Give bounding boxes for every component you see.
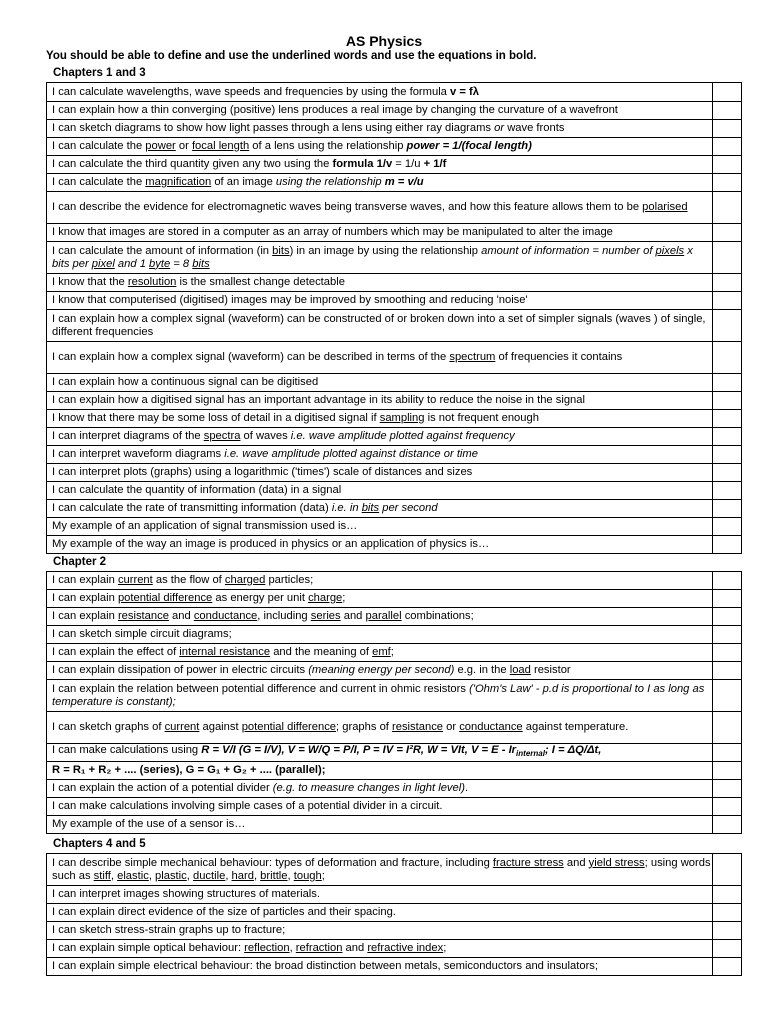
checklist-row [47, 572, 742, 590]
statement-text: , including [257, 610, 311, 622]
checklist-statement [47, 572, 713, 590]
checklist-row [47, 192, 742, 224]
statement-text: ('Ohm's Law' - p.d is proportional to I as long as temperature is constant); [52, 682, 705, 708]
statement-text: I know that there may be some loss of detail in a digitised signal if [52, 412, 380, 424]
statement-text: I can explain simple electrical behaviour: the broad distinction between metals, semiconductors and insulators; [52, 960, 598, 972]
checklist-row [47, 464, 742, 482]
tick-box[interactable] [713, 192, 742, 224]
checklist-statement [47, 940, 713, 958]
checklist-row [47, 342, 742, 374]
checklist-statement [47, 958, 713, 976]
tick-box[interactable] [713, 310, 742, 342]
statement-text: , [289, 942, 296, 954]
checklist-row [47, 626, 742, 644]
statement-text: potential difference [117, 592, 213, 604]
statement-text: focal length [191, 140, 250, 152]
statement-text: I can explain the effect of [52, 646, 180, 658]
checklist-statement [47, 500, 713, 518]
statement-text: = 8 [170, 257, 193, 270]
checklist-row [47, 762, 742, 780]
checklist-row [47, 854, 742, 886]
tick-box[interactable] [713, 608, 742, 626]
checklist-table-chapters-1-3 [46, 82, 742, 554]
tick-box[interactable] [713, 342, 742, 374]
checklist-statement [47, 626, 713, 644]
checklist-statement [47, 224, 713, 242]
statement-text: , [225, 869, 232, 882]
statement-text: load [509, 664, 531, 676]
statement-text: m = v/u [384, 176, 424, 188]
statement-text: charged [224, 574, 266, 586]
tick-box[interactable] [713, 572, 742, 590]
statement-text: (e.g. to measure changes in light level) [272, 782, 465, 794]
tick-box[interactable] [713, 662, 742, 680]
statement-text: = 1/u [392, 158, 424, 170]
statement-text: ) in an image by using the relationship [289, 244, 482, 257]
statement-text: of frequencies it contains [495, 351, 623, 363]
statement-text: current [117, 574, 153, 586]
statement-text: I can make calculations using [52, 744, 202, 757]
checklist-statement [47, 342, 713, 374]
statement-text: , [148, 869, 156, 882]
statement-text: I can sketch simple circuit diagrams; [52, 628, 232, 640]
statement-text: I can describe the evidence for electromagnetic waves being transverse waves, and how this feature allows them to be [52, 201, 643, 213]
statement-text: I can sketch diagrams to show how light passes through a lens using either ray diagrams [52, 122, 495, 134]
checklist-statement [47, 310, 713, 342]
statement-text: I can make calculations involving simple cases of a potential divider in a circuit. [52, 800, 443, 812]
checklist-row [47, 156, 742, 174]
chapter-heading-4-5: Chapters 4 and 5 [53, 838, 146, 850]
tick-box[interactable] [713, 292, 742, 310]
statement-text: ; graphs of [336, 721, 393, 733]
statement-text: and 1 [114, 257, 150, 270]
statement-text: is the smallest change detectable [176, 276, 345, 288]
statement-text: I can calculate the [52, 140, 146, 152]
checklist-statement [47, 374, 713, 392]
statement-text: I can explain simple optical behaviour: [52, 942, 245, 954]
statement-text: current [164, 721, 200, 733]
tick-box[interactable] [713, 242, 742, 274]
checklist-statement [47, 590, 713, 608]
statement-text: I can explain how a complex signal (waveform) can be described in terms of the [52, 351, 450, 363]
tick-box[interactable] [713, 904, 742, 922]
statement-text: e.g. in the [454, 664, 510, 676]
checklist-row [47, 292, 742, 310]
tick-box[interactable] [713, 500, 742, 518]
checklist-statement [47, 274, 713, 292]
statement-text: I can explain how a complex signal (waveform) can be constructed of or broken down into a set of simpler signals (waves ) of single, different frequencies [52, 312, 706, 338]
statement-text: per second [379, 502, 438, 514]
checklist-table-chapter-2 [46, 571, 742, 834]
checklist-row [47, 518, 742, 536]
chapter-heading-1-3: Chapters 1 and 3 [53, 67, 146, 79]
statement-text: elastic [117, 869, 149, 882]
checklist-statement [47, 518, 713, 536]
statement-text: hard [231, 869, 254, 882]
checklist-statement [47, 886, 713, 904]
statement-text: against temperature. [522, 721, 629, 733]
checklist-row [47, 500, 742, 518]
statement-text: wave fronts [504, 122, 565, 134]
page-subtitle: You should be able to define and use the underlined words and use the equations in bold. [46, 50, 537, 62]
checklist-statement [47, 156, 713, 174]
tick-box[interactable] [713, 274, 742, 292]
statement-text: formula 1/v [332, 158, 393, 170]
statement-text: resolution [127, 276, 177, 288]
statement-text: as energy per unit [212, 592, 309, 604]
tick-box[interactable] [713, 780, 742, 798]
statement-text: particles; [265, 574, 314, 586]
statement-text: bits [272, 244, 290, 257]
checklist-statement [47, 292, 713, 310]
checklist-row [47, 224, 742, 242]
statement-text: I can calculate the amount of information (in [52, 244, 273, 257]
checklist-row [47, 940, 742, 958]
checklist-statement [47, 644, 713, 662]
tick-box[interactable] [713, 446, 742, 464]
checklist-statement [47, 428, 713, 446]
statement-text: reflection [244, 942, 290, 954]
statement-text: yield stress [588, 856, 645, 869]
checklist-row [47, 374, 742, 392]
checklist-statement [47, 536, 713, 554]
statement-text: refraction [295, 942, 343, 954]
checklist-statement [47, 192, 713, 224]
statement-text: resistance [392, 721, 444, 733]
statement-text: using the relationship [275, 176, 385, 188]
checklist-statement [47, 762, 713, 780]
statement-text: bits [361, 502, 380, 514]
statement-text: or [443, 721, 460, 733]
checklist-statement [47, 464, 713, 482]
chapter-heading-2: Chapter 2 [53, 556, 107, 568]
statement-text: or [494, 122, 505, 134]
checklist-row [47, 446, 742, 464]
statement-text: i.e. wave amplitude plotted against frequency [290, 430, 515, 442]
checklist-row [47, 712, 742, 744]
statement-text: and [342, 942, 368, 954]
statement-text: I can interpret diagrams of the [52, 430, 204, 442]
tick-box[interactable] [713, 428, 742, 446]
page-title: AS Physics [345, 33, 423, 49]
statement-text: i.e. wave amplitude plotted against distance or time [224, 448, 478, 460]
checklist-statement [47, 138, 713, 156]
statement-text: i.e. in [331, 502, 362, 514]
tick-box[interactable] [713, 816, 742, 834]
checklist-statement [47, 922, 713, 940]
statement-text: I can calculate wavelengths, wave speeds and frequencies by using the formula [52, 85, 451, 98]
tick-box[interactable] [713, 374, 742, 392]
statement-text: fracture stress [492, 856, 564, 869]
checklist-table-chapters-4-5 [46, 853, 742, 976]
checklist-row [47, 886, 742, 904]
statement-text: internal [516, 749, 545, 759]
checklist-row [47, 102, 742, 120]
statement-text: against [199, 721, 242, 733]
statement-text: as the flow of [152, 574, 225, 586]
statement-text: of a lens using the relationship [249, 140, 407, 152]
tick-box[interactable] [713, 590, 742, 608]
checklist-statement [47, 410, 713, 428]
statement-text: of an image [211, 176, 276, 188]
statement-text: I can explain how a thin converging (positive) lens produces a real image by changing the curvature of a wavefront [52, 104, 618, 116]
checklist-row [47, 174, 742, 192]
checklist-row [47, 482, 742, 500]
statement-text: x bits per [52, 244, 693, 270]
statement-text: emf [372, 646, 391, 658]
checklist-row [47, 922, 742, 940]
statement-text: I can explain how a continuous signal can be digitised [52, 376, 319, 388]
checklist-row [47, 310, 742, 342]
statement-text: I know that computerised (digitised) images may be improved by smoothing and reducing 'noise' [52, 294, 528, 306]
tick-box[interactable] [713, 138, 742, 156]
statement-text: charge [308, 592, 343, 604]
statement-text: and [563, 856, 589, 869]
statement-text: I can sketch stress-strain graphs up to fracture; [52, 924, 286, 936]
statement-text: and [340, 610, 366, 622]
statement-text: spectra [203, 430, 241, 442]
checklist-statement [47, 392, 713, 410]
tick-box[interactable] [713, 744, 742, 762]
statement-text: plastic [155, 869, 187, 882]
statement-text: ; [390, 646, 394, 658]
statement-text: , [110, 869, 118, 882]
checklist-statement [47, 798, 713, 816]
tick-box[interactable] [713, 83, 742, 102]
statement-text: internal resistance [179, 646, 271, 658]
statement-text: power [145, 140, 176, 152]
tick-box[interactable] [713, 712, 742, 744]
statement-text: , [253, 869, 261, 882]
statement-text: . [464, 782, 469, 794]
statement-text: I can sketch graphs of [52, 721, 165, 733]
statement-text: My example of the use of a sensor is… [52, 818, 246, 830]
checklist-statement [47, 174, 713, 192]
statement-text: My example of an application of signal transmission used is… [52, 520, 358, 532]
statement-text: I can explain [52, 574, 118, 586]
statement-text: I can calculate the [52, 176, 146, 188]
statement-text: I can explain direct evidence of the size of particles and their spacing. [52, 906, 396, 918]
statement-text: , [287, 869, 294, 882]
checklist-statement [47, 608, 713, 626]
statement-text: polarised [642, 201, 688, 213]
statement-text: I can explain dissipation of power in electric circuits [52, 664, 309, 676]
checklist-statement [47, 744, 713, 762]
statement-text: ; I = ΔQ/Δt, [544, 744, 602, 757]
checklist-row [47, 608, 742, 626]
statement-text: I can calculate the quantity of information (data) in a signal [52, 484, 342, 496]
statement-text: byte [149, 257, 171, 270]
statement-text: brittle [260, 869, 288, 882]
checklist-statement [47, 816, 713, 834]
statement-text: I can calculate the rate of transmitting information (data) [52, 502, 332, 514]
checklist-statement [47, 83, 713, 102]
tick-box[interactable] [713, 482, 742, 500]
statement-text: stiff [93, 869, 111, 882]
checklist-statement [47, 446, 713, 464]
checklist-row [47, 780, 742, 798]
checklist-statement [47, 712, 713, 744]
checklist-row [47, 392, 742, 410]
statement-text: ; [443, 942, 447, 954]
checklist-statement [47, 680, 713, 712]
tick-box[interactable] [713, 410, 742, 428]
statement-text: ; using words such as [52, 856, 711, 882]
tick-box[interactable] [713, 958, 742, 976]
statement-text: + [423, 158, 431, 170]
checklist-statement [47, 120, 713, 138]
checklist-statement [47, 662, 713, 680]
statement-text: 1/f [430, 158, 447, 170]
tick-box[interactable] [713, 120, 742, 138]
statement-text: amount of information = number of [481, 244, 656, 257]
checklist-row [47, 816, 742, 834]
checklist-row [47, 798, 742, 816]
statement-text: (meaning energy per second) [308, 664, 455, 676]
tick-box[interactable] [713, 464, 742, 482]
statement-text: I can interpret plots (graphs) using a logarithmic ('times') scale of distances and sizes [52, 466, 473, 478]
tick-box[interactable] [713, 680, 742, 712]
tick-box[interactable] [713, 762, 742, 780]
statement-text: parallel [365, 610, 402, 622]
statement-text: and [168, 610, 194, 622]
tick-box[interactable] [713, 644, 742, 662]
checklist-row [47, 958, 742, 976]
statement-text: is not frequent enough [424, 412, 539, 424]
statement-text: of waves [240, 430, 291, 442]
tick-box[interactable] [713, 102, 742, 120]
statement-text: tough [293, 869, 322, 882]
statement-text: I know that the [52, 276, 128, 288]
tick-box[interactable] [713, 156, 742, 174]
checklist-statement [47, 482, 713, 500]
checklist-row [47, 242, 742, 274]
statement-text: conductance [459, 721, 523, 733]
statement-text: pixels [655, 244, 685, 257]
tick-box[interactable] [713, 174, 742, 192]
statement-text: I can explain [52, 592, 118, 604]
statement-text: resistor [530, 664, 571, 676]
checklist-row [47, 680, 742, 712]
tick-box[interactable] [713, 224, 742, 242]
checklist-statement [47, 780, 713, 798]
checklist-statement [47, 904, 713, 922]
checklist-row [47, 83, 742, 102]
statement-text: R = V/I (G = I/V), V = W/Q = P/I, P = IV = I²R, W = VIt, V = E - Ir [201, 744, 517, 757]
tick-box[interactable] [713, 536, 742, 554]
tick-box[interactable] [713, 798, 742, 816]
tick-box[interactable] [713, 886, 742, 904]
statement-text: resistance [117, 610, 169, 622]
checklist-row [47, 744, 742, 762]
statement-text: I can interpret images showing structures of materials. [52, 888, 320, 900]
tick-box[interactable] [713, 626, 742, 644]
tick-box[interactable] [713, 518, 742, 536]
tick-box[interactable] [713, 940, 742, 958]
statement-text: R = R₁ + R₂ + .... (series), G = G₁ + G₂ + .... (parallel); [52, 764, 326, 776]
statement-text: power = 1/(focal length) [406, 140, 532, 152]
statement-text: sampling [379, 412, 425, 424]
checklist-row [47, 274, 742, 292]
statement-text: combinations; [401, 610, 474, 622]
statement-text: I can calculate the third quantity given any two using the [52, 158, 333, 170]
checklist-statement [47, 102, 713, 120]
checklist-row [47, 904, 742, 922]
tick-box[interactable] [713, 922, 742, 940]
statement-text: potential difference [241, 721, 337, 733]
statement-text: pixel [91, 257, 115, 270]
statement-text: , [186, 869, 193, 882]
statement-text: magnification [145, 176, 212, 188]
statement-text: I can explain how a digitised signal has an important advantage in its ability to reduce the noise in the signal [52, 394, 585, 406]
statement-text: I know that images are stored in a computer as an array of numbers which may be manipulated to alter the image [52, 226, 613, 238]
statement-text: series [310, 610, 341, 622]
checklist-statement [47, 854, 713, 886]
checklist-row [47, 644, 742, 662]
checklist-row [47, 410, 742, 428]
statement-text: refractive index [367, 942, 444, 954]
statement-text: or [175, 140, 192, 152]
checklist-row [47, 536, 742, 554]
statement-text: bits [192, 257, 210, 270]
statement-text: My example of the way an image is produced in physics or an application of physics is… [52, 538, 490, 550]
statement-text: I can interpret waveform diagrams [52, 448, 225, 460]
checklist-row [47, 428, 742, 446]
checklist-statement [47, 242, 713, 274]
statement-text: and the meaning of [270, 646, 373, 658]
statement-text: ; [321, 869, 325, 882]
statement-text: I can explain the relation between potential difference and current in ohmic resistors [52, 682, 470, 695]
statement-text: I can explain the action of a potential divider [52, 782, 273, 794]
checklist-row [47, 138, 742, 156]
statement-text: I can describe simple mechanical behaviour: types of deformation and fracture, including [52, 856, 493, 869]
statement-text: ; [342, 592, 346, 604]
tick-box[interactable] [713, 854, 742, 886]
checklist-row [47, 590, 742, 608]
statement-text: conductance [193, 610, 258, 622]
statement-text: v = fλ [450, 85, 479, 98]
tick-box[interactable] [713, 392, 742, 410]
checklist-row [47, 120, 742, 138]
statement-text: spectrum [449, 351, 496, 363]
statement-text: ductile [192, 869, 226, 882]
checklist-row [47, 662, 742, 680]
statement-text: I can explain [52, 610, 118, 622]
